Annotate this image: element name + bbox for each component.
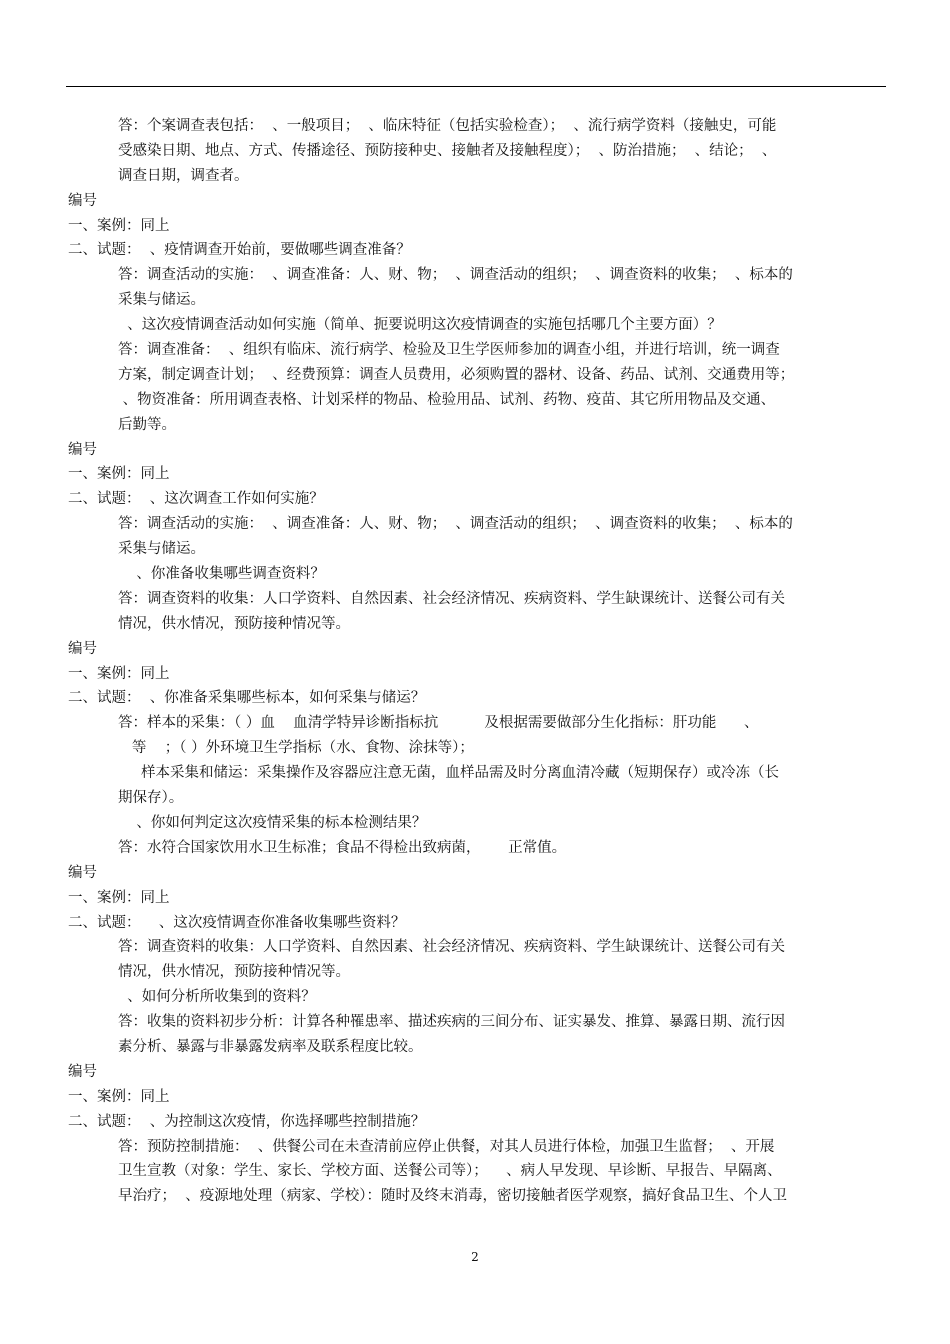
answer-line: 答：样本的采集：（ ）血 血清学特异诊断指标抗 及根据需要做部分生化指标：肝功能 、 [118,715,759,732]
answer-line: 卫生宣教（对象：学生、家长、学校方面、送餐公司等）； 、病人早发现、早诊断、早报告、早隔离、 [118,1163,782,1180]
answer-line: 答：调查活动的实施： 、调查准备：人、财、物； 、调查活动的组织； 、调查资料的收集； 、标本的 [118,516,793,533]
answer-line: 、如何分析所收集到的资料？ [118,989,316,1006]
heading-line: 一、案例：同上 [68,665,170,682]
answer-line: 答：预防控制措施： 、供餐公司在未查清前应停止供餐，对其人员进行体检，加强卫生监督； 、开展 [118,1138,775,1155]
answer-line: 情况，供水情况，预防接种情况等。 [118,964,350,981]
answer-line: 采集与储运。 [118,541,205,558]
heading-line: 二、试题： 、这次调查工作如何实施？ [68,491,324,508]
document-body [68,114,888,1209]
answer-line: 素分析、暴露与非暴露发病率及联系程度比较。 [118,1038,423,1055]
heading-line: 编号 [68,192,97,209]
page-number: 2 [471,1250,479,1264]
heading-line: 一、案例：同上 [68,889,170,906]
heading-line: 编号 [68,864,97,881]
heading-line: 编号 [68,1063,97,1080]
answer-line: 答：个案调查表包括： 、一般项目； 、临床特征（包括实验检查）； 、流行病学资料（接触史，可能 [118,118,777,134]
heading-line: 一、案例：同上 [68,217,170,234]
header-rule [66,86,886,87]
answer-line: 方案，制定调查计划； 、经费预算：调查人员费用，必须购置的器材、设备、药品、试剂、交通费用等； [118,366,795,383]
heading-line: 二、试题： 、这次疫情调查你准备收集哪些资料？ [68,914,406,931]
answer-line: 等 ；（ ）外环境卫生学指标（水、食物、涂抹等）； [118,740,474,757]
answer-line: 答：调查准备： 、组织有临床、流行病学、检验及卫生学医师参加的调查小组，并进行培训，统一调查 [118,342,780,359]
answer-line: 答：调查资料的收集：人口学资料、自然因素、社会经济情况、疾病资料、学生缺课统计、送餐公司有关 [118,590,785,607]
heading-line: 编号 [68,441,97,458]
answer-line: 后勤等。 [118,416,176,433]
heading-line: 一、案例：同上 [68,466,170,483]
answer-line: 采集与储运。 [118,292,205,309]
answer-line: 期保存）。 [118,790,184,807]
heading-line: 二、试题： 、你准备采集哪些标本，如何采集与储运？ [68,690,426,707]
heading-line: 一、案例：同上 [68,1088,170,1105]
heading-line: 编号 [68,640,97,657]
answer-line: 样本采集和储运：采集操作及容器应注意无菌，血样品需及时分离血清冷藏（短期保存）或冷冻（长 [118,765,780,782]
heading-line: 二、试题： 、为控制这次疫情，你选择哪些控制措施？ [68,1113,426,1130]
answer-line: 答：调查资料的收集：人口学资料、自然因素、社会经济情况、疾病资料、学生缺课统计、送餐公司有关 [118,939,785,956]
answer-line: 调查日期，调查者。 [118,167,249,184]
answer-line: 、物资准备：所用调查表格、计划采样的物品、检验用品、试剂、药物、疫苗、其它所用物品及交通、 [118,391,776,408]
answer-line: 、这次疫情调查活动如何实施（简单、扼要说明这次疫情调查的实施包括哪几个主要方面）？ [118,317,722,334]
answer-line: 、你准备收集哪些调查资料？ [118,566,325,583]
answer-line: 、你如何判定这次疫情采集的标本检测结果？ [118,814,427,831]
answer-line: 答：水符合国家饮用水卫生标准；食品不得检出致病菌， 正常值。 [118,839,567,856]
heading-line: 二、试题： 、疫情调查开始前，要做哪些调查准备？ [68,242,411,259]
answer-line: 答：调查活动的实施： 、调查准备：人、财、物； 、调查活动的组织； 、调查资料的收集； 、标本的 [118,267,793,284]
answer-line: 情况，供水情况，预防接种情况等。 [118,615,350,632]
answer-line: 早治疗； 、疫源地处理（病家、学校）：随时及终末消毒，密切接触者医学观察，搞好食品卫生、个人卫 [118,1188,787,1205]
answer-line: 受感染日期、地点、方式、传播途径、预防接种史、接触者及接触程度）； 、防治措施； 、结论； 、 [118,142,777,159]
answer-line: 答：收集的资料初步分析：计算各种罹患率、描述疾病的三间分布、证实暴发、推算、暴露日期、流行因 [118,1014,785,1031]
